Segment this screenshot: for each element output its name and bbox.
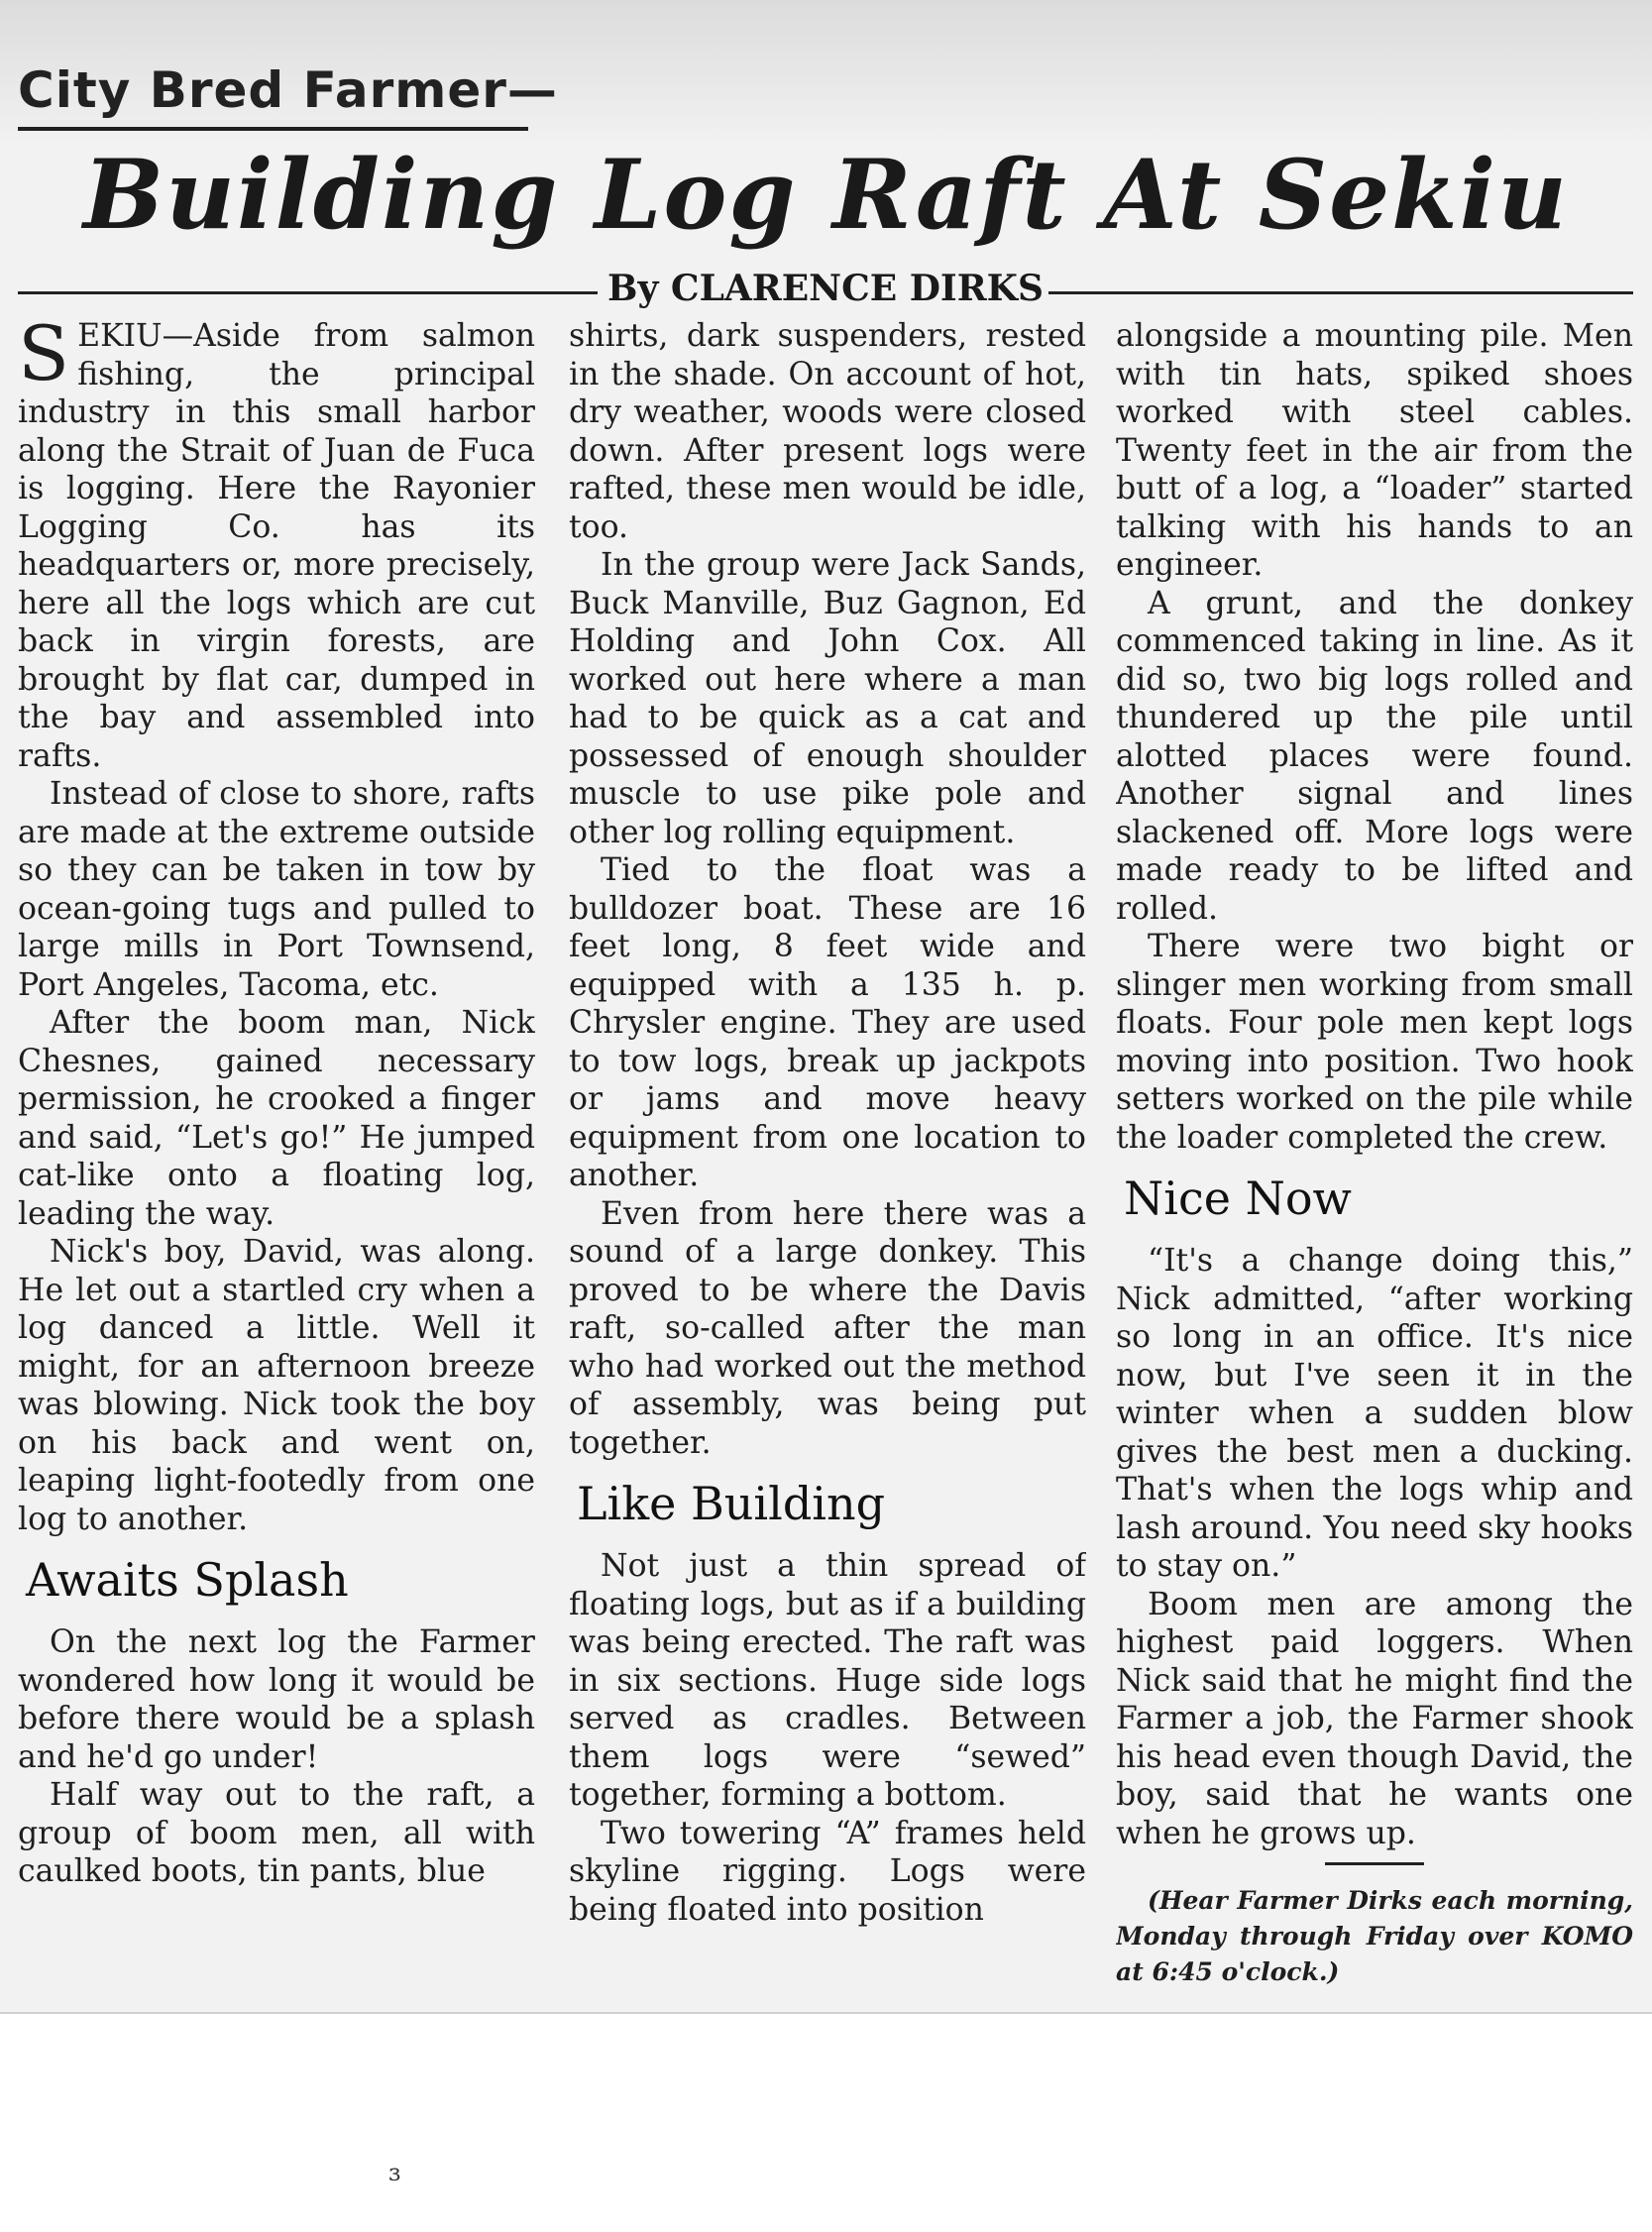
paragraph: There were two bight or slinger men working from small floats. Four pole men kept logs moving into position. Two hook setters worked on the pile while the loader completed the crew. [1116,929,1633,1156]
drop-cap: S [18,317,70,397]
paragraph: Instead of close to shore, rafts are made at the extreme outside so they can be taken in tow by ocean-going tugs and pulled to large mills in Port Townsend, Port Angeles, Tacoma, etc. [18,776,535,1003]
paragraph: shirts, dark suspenders, rested in the shade. On account of hot, dry weather, woods were closed down. After present logs were rafted, these men would be idle, too. [569,318,1086,545]
byline: By CLARENCE DIRKS [607,268,1044,309]
paragraph [18,317,535,775]
headline: Building Log Raft At Sekiu [83,139,1569,251]
paragraph: alongside a mounting pile. Men with tin hats, spiked shoes worked with steel cables. Twenty feet in the air from the butt of a log, a “loader” started talking with his hands to an engineer. [1116,318,1633,583]
paragraph: Nick's boy, David, was along. He let out a startled cry when a log danced a little. Well it might, for an afternoon breeze was blowing. Nick took the boy on his back and went on, leaping light-footedly from one log to another. [18,1234,535,1537]
stray-mark: ɜ [388,2159,401,2186]
paragraph: In the group were Jack Sands, Buck Manville, Buz Gagnon, Ed Holding and John Cox. All worked out here where a man had to be quick as a cat and possessed of enough shoulder muscle to use pike pole and other log rolling equipment. [569,547,1086,850]
column-3 [1116,317,1633,2002]
paragraph: Not just a thin spread of floating logs, but as if a building was being erected. The raft was in six sections. Huge side logs served as cradles. Between them logs were “sewed” together, forming a bottom. [569,1548,1086,1813]
paragraph: On the next log the Farmer wondered how long it would be before there would be a splash and he'd go under! [18,1624,535,1775]
kicker-underline [18,127,528,131]
subhead: Awaits Splash [26,1553,349,1607]
paragraph: Tied to the float was a bulldozer boat. These are 16 feet long, 8 feet wide and equipped with a 135 h. p. Chrysler engine. They are used to tow logs, break up jackpots or jams and move heavy equipment from one location to another. [569,852,1086,1193]
column-1 [18,317,535,2002]
byline-row [18,268,1633,313]
footnote: (Hear Farmer Dirks each morning, Monday through Friday over KOMO at 6:45 o'clock.) [1116,1886,1633,1986]
paragraph: Two towering “A” frames held skyline rigging. Logs were being floated into position [569,1815,1086,1928]
column-2 [569,317,1086,2002]
subhead: Nice Now [1124,1172,1352,1225]
subhead: Like Building [577,1477,886,1530]
paragraph-text: EKIU—Aside from salmon fishing, the principal industry in this small harbor along the Strait of Juan de Fuca is logging. Here the Rayonier Logging Co. has its headquarters or, more precisely, here all the logs which are cut back in virgin forests, are brought by flat car, dumped in the bay and assembled into rafts. [18,318,535,774]
paragraph: “It's a change doing this,” Nick admitted, “after working so long in an office. It's nice now, but I've seen it in the winter when a sudden blow gives the best men a ducking. That's when the logs whip and lash around. You need sky hooks to stay on.” [1116,1243,1633,1584]
paragraph: Boom men are among the highest paid loggers. When Nick said that he might find the Farmer a job, the Farmer shook his head even though David, the boy, said that he wants one when he grows up. [1116,1586,1633,1851]
kicker: City Bred Farmer— [18,61,558,119]
article-body [18,317,1633,2002]
paragraph: After the boom man, Nick Chesnes, gained necessary permission, he crooked a finger and said, “Let's go!” He jumped cat-like onto a floating log, leading the way. [18,1005,535,1232]
paragraph: Half way out to the raft, a group of boom men, all with caulked boots, tin pants, blue [18,1777,535,1889]
paragraph: Even from here there was a sound of a large donkey. This proved to be where the Davis raft, so-called after the man who had worked out the method of assembly, was being put together. [569,1195,1086,1461]
end-rule [1325,1862,1424,1865]
paragraph: A grunt, and the donkey commenced taking in line. As it did so, two big logs rolled and thundered up the pile until alotted places were found. Another signal and lines slackened off. More logs were made ready to be lifted and rolled. [1116,585,1633,927]
